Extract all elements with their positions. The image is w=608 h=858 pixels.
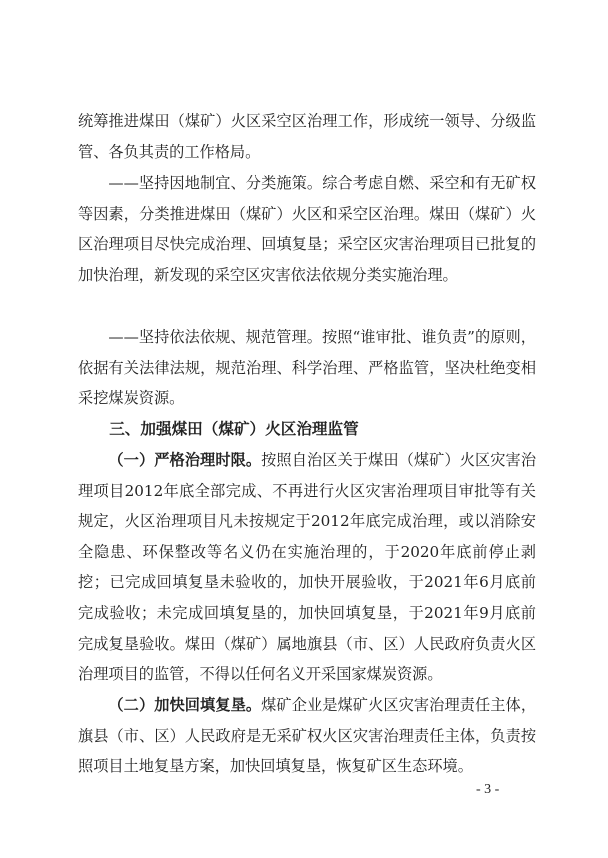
paragraph-text: 煤矿企业是煤矿火区灾害治理责任主体，旗县（市、区）人民政府是无采矿权火区灾害治理责任主体，负责按照项目土地复垦方案，加快回填复垦，恢复矿区生态环境。 [78,696,537,776]
paragraph-text: 统筹推进煤田（煤矿）火区采空区治理工作，形成统一领导、分级监管、各负其责的工作格局。 [78,112,536,161]
paragraph-strict-deadline [78,445,536,690]
page-number: - 3 - [476,782,500,797]
paragraph-principle-classification [78,168,536,290]
paragraph-backfill-reclamation [78,690,536,782]
subsection-title: （二）加快回填复垦。 [108,696,262,714]
paragraph-text: 按照自治区关于煤田（煤矿）火区灾害治理项目2012年底全部完成、不再进行火区灾害治理项目审批等有关规定，火区治理项目凡未按规定于2012年底完成治理，或以消除安全隐患、环保整改等名义仍在实施治理的，于2020年底前停止剥挖；已完成回填复垦未验收的，加快开展验收，于2021年6月底前完成验收；未完成回填复垦的，加快回填复垦，于2021年9月底前完成复垦验收。煤田（煤矿）属地旗县（市、区）人民政府负责火区治理项目的监管，不得以任何名义开采国家煤炭资源。 [78,451,537,684]
paragraph-text: ——坚持依法依规、规范管理。按照“谁审批、谁负责”的原则，依据有关法律法规，规范治理、科学治理、严格监管，坚决杜绝变相采挖煤炭资源。 [78,328,536,408]
subsection-title: （一）严格治理时限。 [108,451,262,469]
paragraph-continuation [78,106,536,167]
section-heading: 三、加强煤田（煤矿）火区治理监管 [109,420,359,438]
paragraph-principle-legal [78,322,536,414]
paragraph-text: ——坚持因地制宜、分类施策。综合考虑自燃、采空和有无矿权等因素，分类推进煤田（煤矿）火区和采空区治理。煤田（煤矿）火区治理项目尽快完成治理、回填复垦；采空区灾害治理项目已批复的加快治理，新发现的采空区灾害依法依规分类实施治理。 [78,174,536,284]
